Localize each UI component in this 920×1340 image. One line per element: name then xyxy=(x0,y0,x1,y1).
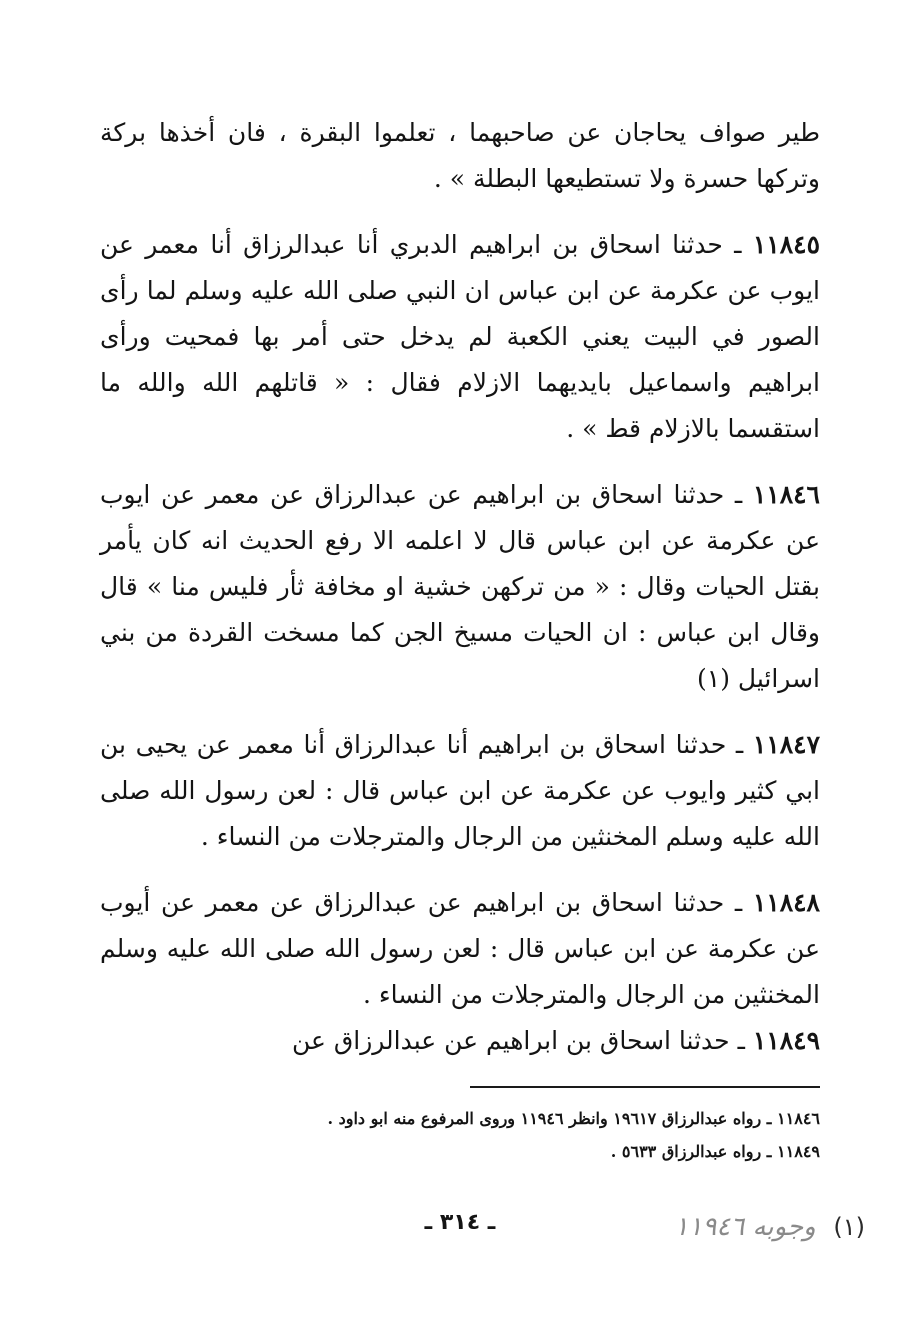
footnote-11849: ١١٨٤٩ ـ رواه عبدالرزاق ٥٦٣٣ . xyxy=(610,1142,820,1161)
hadith-number: ١١٨٤٩ xyxy=(752,1026,820,1055)
footnotes xyxy=(100,1102,820,1168)
paragraph-text: طير صواف يحاجان عن صاحبهما ، تعلموا البقرة ، فان أخذها بركة وتركها حسرة ولا تستطيعها البطلة » . xyxy=(100,118,820,193)
hadith-text: ـ حدثنا اسحاق بن ابراهيم عن عبدالرزاق عن xyxy=(291,1026,745,1055)
main-text xyxy=(100,110,820,1064)
hadith-11846 xyxy=(100,472,820,702)
hadith-number: ١١٨٤٧ xyxy=(752,730,820,759)
hadith-11848 xyxy=(100,880,820,1018)
page-number: ـ ٣١٤ ـ xyxy=(424,1210,496,1235)
hadith-text: ـ حدثنا اسحاق بن ابراهيم الدبري أنا عبدالرزاق أنا معمر عن ايوب عن عكرمة عن ابن عباس ان النبي صلى الله عليه وسلم لما رأى الصور في البيت يعني الكعبة لم يدخل حتى أمر بها فمحيت ورأى ابراهيم واسماعيل بايديهما الازلام فقال : « قاتلهم الله والله ما استقسما بالازلام قط » . xyxy=(100,230,820,443)
footnote-divider xyxy=(470,1086,820,1088)
hadith-text: ـ حدثنا اسحاق بن ابراهيم أنا عبدالرزاق أنا معمر عن يحيى بن ابي كثير وايوب عن عكرمة عن ابن عباس قال : لعن رسول الله صلى الله عليه وسلم المخنثين من الرجال والمترجلات من النساء . xyxy=(100,730,820,851)
footnote-marker: (١) xyxy=(833,1213,865,1241)
footnote-11846: ١١٨٤٦ ـ رواه عبدالرزاق ١٩٦١٧ وانظر ١١٩٤٦ وروى المرفوع منه ابو داود . xyxy=(327,1109,820,1128)
handwritten-annotation: وجوبه ١١٩٤٦ xyxy=(674,1212,816,1242)
hadith-number: ١١٨٤٦ xyxy=(752,480,820,509)
hadith-text: ـ حدثنا اسحاق بن ابراهيم عن عبدالرزاق عن معمر عن أيوب عن عكرمة عن ابن عباس قال : لعن رسول الله صلى الله عليه وسلم المخنثين من الرجال والمترجلات من النساء . xyxy=(100,888,820,1009)
continuation-paragraph xyxy=(100,110,820,202)
hadith-number: ١١٨٤٥ xyxy=(752,230,820,259)
document-page xyxy=(100,110,820,1168)
hadith-11845 xyxy=(100,222,820,452)
hadith-11847 xyxy=(100,722,820,860)
hadith-number: ١١٨٤٨ xyxy=(752,888,820,917)
hadith-text: ـ حدثنا اسحاق بن ابراهيم عن عبدالرزاق عن معمر عن ايوب عن عكرمة عن ابن عباس قال لا اعلمه الا رفع الحديث انه كان يأمر بقتل الحيات وقال : « من تركهن خشية او مخافة ثأر فليس منا » قال وقال ابن عباس : ان الحيات مسيخ الجن كما مسخت القردة من بني اسرائيل (١) xyxy=(100,480,820,693)
hadith-11849 xyxy=(100,1018,820,1064)
handwritten-margin-note xyxy=(555,1212,865,1242)
